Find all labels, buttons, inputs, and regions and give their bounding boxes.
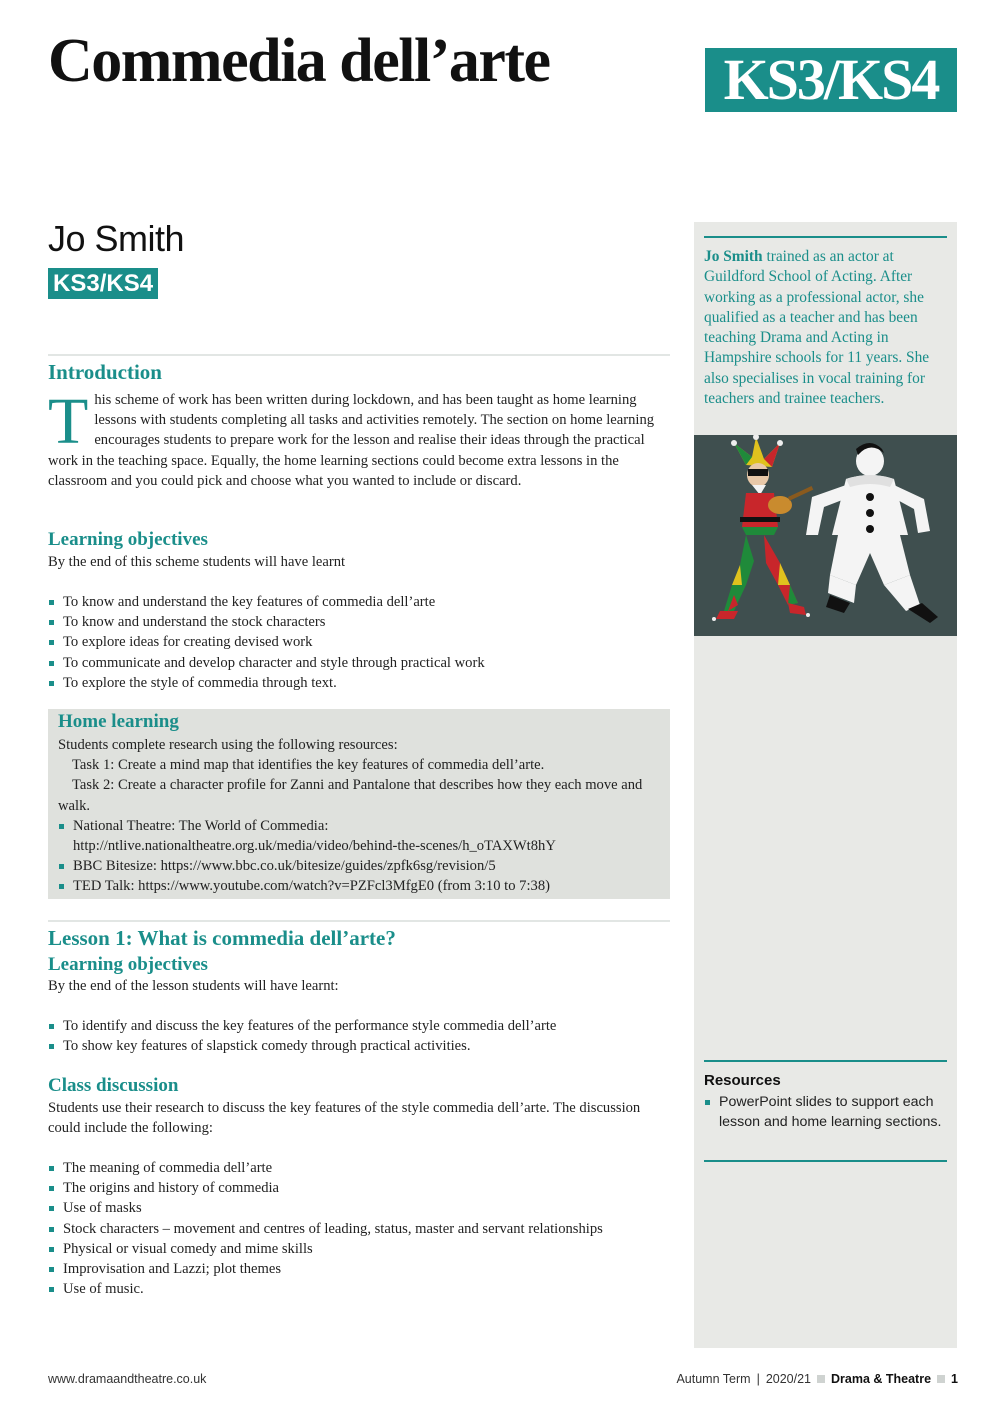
resources-heading: Resources (704, 1072, 781, 1089)
sidebar-rule-top (704, 236, 947, 238)
lesson-objectives-list (48, 1016, 668, 1056)
resource-link-item: BBC Bitesize: https://www.bbc.co.uk/bitesize/guides/zpfk6sg/revision/5 (58, 856, 643, 876)
list-item: The origins and history of commedia (48, 1178, 668, 1198)
list-item: To explore ideas for creating devised work (48, 632, 668, 652)
footer-website-link[interactable]: www.dramaandtheatre.co.uk (48, 1372, 207, 1386)
resources-list (704, 1092, 944, 1132)
footer-term: Autumn Term (676, 1372, 751, 1386)
list-item: To communicate and develop character and style through practical work (48, 653, 668, 673)
objectives-heading: Learning objectives (48, 529, 208, 550)
author-name: Jo Smith (48, 218, 185, 259)
bio-name: Jo Smith (704, 248, 763, 265)
key-stage-badge: KS3/KS4 (705, 48, 957, 112)
resources-rule-bottom (704, 1160, 947, 1162)
section-divider (48, 920, 670, 922)
list-item: To know and understand the stock characters (48, 612, 668, 632)
list-item: To identify and discuss the key features of the performance style commedia dell’arte (48, 1016, 668, 1036)
list-item: The meaning of commedia dell’arte (48, 1158, 668, 1178)
commedia-illustration (694, 435, 957, 636)
section-divider (48, 354, 670, 356)
square-icon (817, 1375, 825, 1383)
harlequin-figure (712, 435, 813, 621)
footer-separator: | (756, 1372, 760, 1386)
page-number: 1 (951, 1372, 958, 1386)
pierrot-figure (806, 443, 938, 623)
author-bio (704, 247, 949, 409)
author-level-badge: KS3/KS4 (48, 268, 158, 299)
list-item: Physical or visual comedy and mime skills (48, 1239, 668, 1259)
introduction-text: his scheme of work has been written during lockdown, and has been taught as home learning lessons with students completing all tasks and activities remotely. The section on home learning encourages students to prepare work for the lesson and realise their ideas through the practical work in the teaching space. Equally, the home learning sections could become extra lessons in the classroom and you could pick and choose what you wanted to include or discard. (48, 392, 655, 489)
home-learning-lead: Students complete research using the following resources: (58, 737, 398, 753)
square-icon (937, 1375, 945, 1383)
page-title: Commedia dell’arte (48, 27, 550, 95)
drop-cap: T (48, 385, 89, 458)
resources-rule-top (704, 1060, 947, 1062)
list-item: Use of music. (48, 1279, 668, 1299)
class-discussion-text: Students use their research to discuss the key features of the style commedia dell’arte. The discussion could include the following: (48, 1100, 641, 1137)
class-discussion-heading: Class discussion (48, 1075, 179, 1096)
discussion-list (48, 1158, 668, 1299)
introduction-paragraph (48, 385, 658, 491)
list-item: Improvisation and Lazzi; plot themes (48, 1259, 668, 1279)
list-item: Stock characters – movement and centres of leading, status, master and servant relationships (48, 1219, 668, 1239)
home-learning-box (48, 709, 670, 899)
task-1: Task 1: Create a mind map that identifies the key features of commedia dell’arte. (72, 757, 545, 774)
list-item: To show key features of slapstick comedy through practical activities. (48, 1036, 668, 1056)
task-2: Task 2: Create a character profile for Zanni and Pantalone that describes how they each move and walk. (58, 777, 643, 814)
list-item: PowerPoint slides to support each lesson and home learning sections. (704, 1092, 944, 1132)
home-learning-content (58, 735, 658, 897)
home-learning-resources (58, 816, 643, 897)
list-item: To explore the style of commedia through text. (48, 673, 668, 693)
lesson-objectives-lead: By the end of the lesson students will have learnt: (48, 978, 339, 994)
introduction-heading: Introduction (48, 360, 162, 384)
footer-year: 2020/21 (765, 1372, 811, 1386)
footer-magazine: Drama & Theatre (831, 1372, 932, 1386)
lesson-objectives-heading: Learning objectives (48, 954, 208, 975)
objectives-list (48, 592, 668, 693)
home-learning-heading: Home learning (58, 711, 179, 732)
footer-info (676, 1372, 958, 1386)
bio-text: trained as an actor at Guildford School of Acting. After working as a professional actor, she qualified as a teacher and has been teaching Drama and Acting in Hampshire schools for 11 years. She also specialises in vocal training for teachers and trainee teachers. (704, 248, 930, 408)
lesson-1-heading: Lesson 1: What is commedia dell’arte? (48, 926, 396, 950)
list-item: Use of masks (48, 1198, 668, 1218)
objectives-lead: By the end of this scheme students will have learnt (48, 554, 346, 570)
resource-link-item: National Theatre: The World of Commedia: http://ntlive.nationaltheatre.org.uk/media/video/behind-the-scenes/h_oTAXWt8hY (58, 816, 643, 856)
list-item: To know and understand the key features of commedia dell’arte (48, 592, 668, 612)
harlequin-pierrot-drawing (694, 435, 957, 636)
resource-link-item: TED Talk: https://www.youtube.com/watch?v=PZFcl3MfgE0 (from 3:10 to 7:38) (58, 876, 643, 896)
